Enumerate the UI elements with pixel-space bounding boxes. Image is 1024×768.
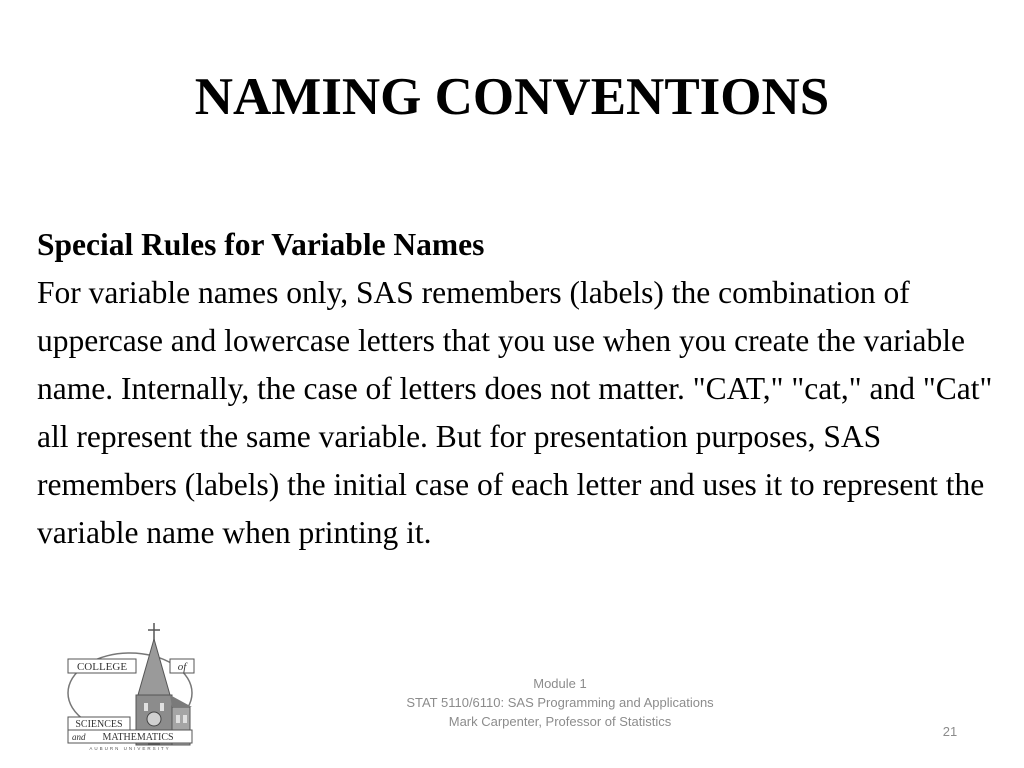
logo-of-text: of — [177, 661, 187, 673]
logo-sciences-text: SCIENCES — [75, 719, 123, 730]
subheading: Special Rules for Variable Names — [37, 227, 485, 262]
slide-content — [37, 221, 1002, 557]
logo-mathematics-text: MATHEMATICS — [102, 732, 174, 743]
tower-icon — [136, 623, 192, 745]
body-paragraph: For variable names only, SAS remembers (labels) the combination of uppercase and lowercase letters that you use when you create the variable name. Internally, the case of letters does not matter. "CAT," "cat," and "Cat" all represent the same variable. But for presentation purposes, SAS remembers (labels) the initial case of each letter and uses it to represent the variable name when printing it. — [37, 275, 993, 550]
page-number: 21 — [942, 724, 958, 739]
footer-module: Module 1 — [533, 676, 587, 691]
logo-and-text: and — [72, 732, 86, 742]
logo-university-text: AUBURN UNIVERSITY — [89, 746, 171, 751]
footer-author: Mark Carpenter, Professor of Statistics — [448, 714, 672, 729]
slide-title: NAMING CONVENTIONS — [194, 68, 830, 126]
footer-course: STAT 5110/6110: SAS Programming and Applications — [406, 695, 714, 710]
college-logo — [66, 621, 198, 753]
logo-college-text: COLLEGE — [76, 661, 128, 673]
slide-footer — [340, 674, 780, 731]
